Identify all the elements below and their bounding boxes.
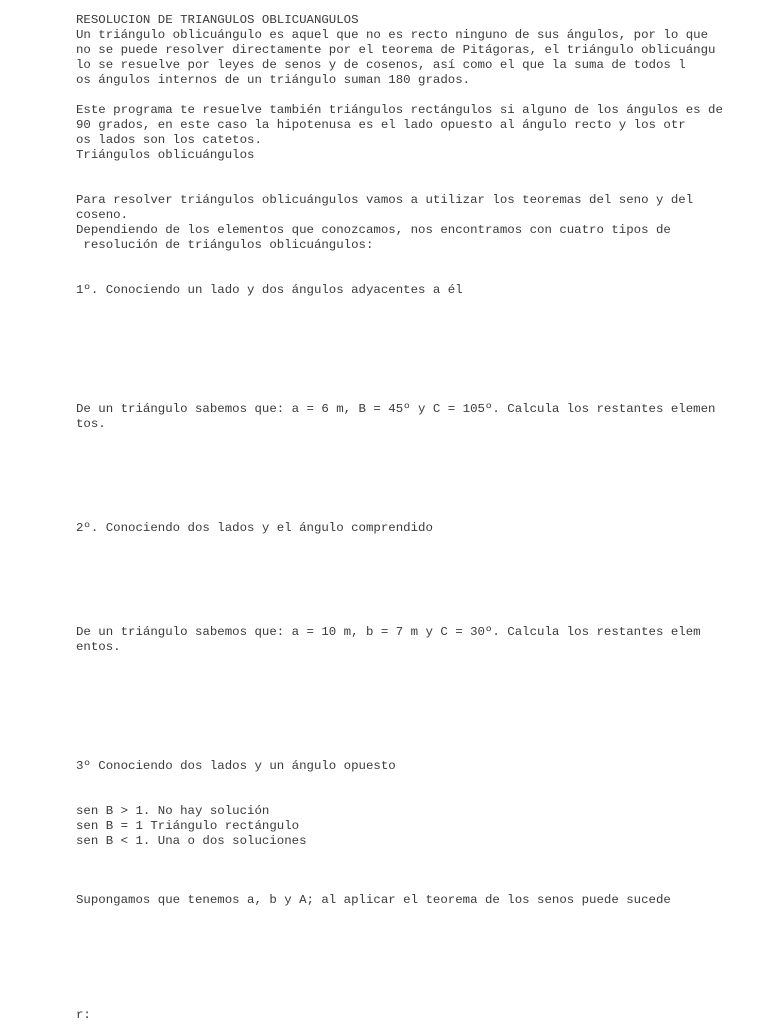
intro-line: no se puede resolver directamente por el teorema de Pitágoras, el triángulo oblicuángu — [76, 43, 716, 57]
methods-line: resolución de triángulos oblicuángulos: — [76, 238, 374, 252]
intro-line: lo se resuelve por leyes de senos y de cosenos, así como el que la suma de todos l — [76, 58, 686, 72]
rect-line: os lados son los catetos. — [76, 133, 262, 147]
methods-line: coseno. — [76, 208, 129, 222]
intro-line: Un triángulo oblicuángulo es aquel que no es recto ninguno de sus ángulos, por lo que — [76, 28, 709, 42]
condition-line: sen B > 1. No hay solución — [76, 804, 270, 818]
example-line: De un triángulo sabemos que: a = 6 m, B = 45º y C = 105º. Calcula los restantes elemen — [76, 402, 716, 416]
document-title: RESOLUCION DE TRIANGULOS OBLICUANGULOS — [76, 13, 359, 27]
case3-tail: r: — [76, 1008, 91, 1022]
intro-line: os ángulos internos de un triángulo suman 180 grados. — [76, 73, 471, 87]
condition-line: sen B < 1. Una o dos soluciones — [76, 834, 307, 848]
condition-line: sen B = 1 Triángulo rectángulo — [76, 819, 300, 833]
methods-line: Dependiendo de los elementos que conozcamos, nos encontramos con cuatro tipos de — [76, 223, 671, 237]
rect-line: Este programa te resuelve también triángulos rectángulos si alguno de los ángulos es de — [76, 103, 723, 117]
example-line: tos. — [76, 417, 106, 431]
case1-title: 1º. Conociendo un lado y dos ángulos adyacentes a él — [76, 283, 463, 297]
rect-line: 90 grados, en este caso la hipotenusa es el lado opuesto al ángulo recto y los otr — [76, 118, 686, 132]
case3-title: 3º Conociendo dos lados y un ángulo opuesto — [76, 759, 396, 773]
methods-line: Para resolver triángulos oblicuángulos vamos a utilizar los teoremas del seno y del — [76, 193, 694, 207]
section-heading: Triángulos oblicuángulos — [76, 148, 255, 162]
case3-text: Supongamos que tenemos a, b y A; al aplicar el teorema de los senos puede sucede — [76, 893, 671, 907]
example-line: entos. — [76, 640, 121, 654]
case2-title: 2º. Conociendo dos lados y el ángulo comprendido — [76, 521, 433, 535]
example-line: De un triángulo sabemos que: a = 10 m, b = 7 m y C = 30º. Calcula los restantes elem — [76, 625, 701, 639]
